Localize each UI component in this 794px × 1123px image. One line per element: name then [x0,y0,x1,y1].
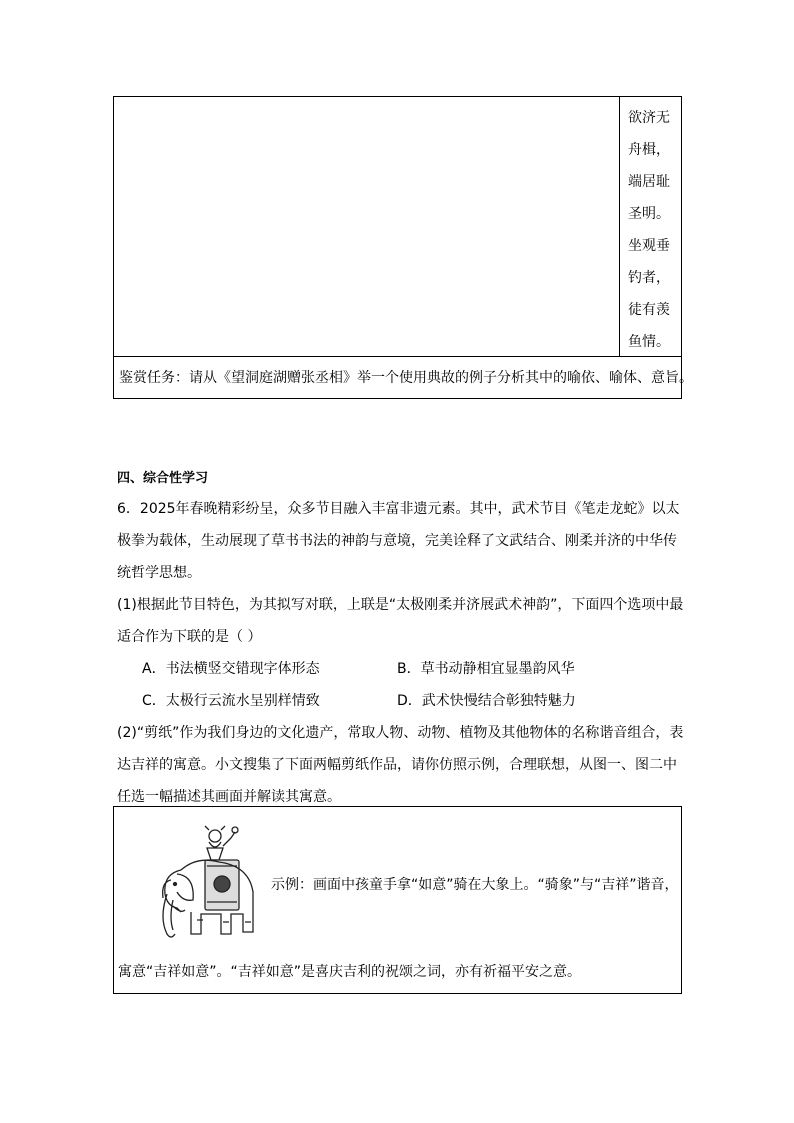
question-line: (1)根据此节目特色，为其拟写对联，上联是“太极刚柔并济展武术神韵”，下面四个选项中最 [117,597,684,613]
question-line: 6．2025年春晚精彩纷呈，众多节目融入丰富非遗元素。其中，武术节目《笔走龙蛇》以太 [117,501,680,517]
poem-line: 舟楫， [628,142,670,158]
question-line: (2)“剪纸”作为我们身边的文化遗产，常取人物、动物、植物及其他物体的名称谐音组合，表 [117,725,684,741]
appreciation-task: 鉴赏任务：请从《望洞庭湖赠张丞相》举一个使用典故的例子分析其中的喻依、喻体、意旨。 [119,370,693,386]
poem-line: 坐观垂 [628,238,670,254]
option-d: D．武术快慢结合彰独特魅力 [397,693,576,709]
question-line: 达吉祥的寓意。小文搜集了下面两幅剪纸作品，请你仿照示例，合理联想，从图一、图二中 [117,757,677,773]
poem-line: 鱼情。 [628,334,670,350]
poem-line: 欲济无 [628,110,670,126]
example-text-line1: 示例：画面中孩童手拿“如意”骑在大象上。“骑象”与“吉祥”谐音， [271,877,679,893]
elephant-papercut-image [157,822,267,952]
example-text-line2: 寓意“吉祥如意”。“吉祥如意”是喜庆吉利的祝颂之词，亦有祈福平安之意。 [118,964,582,980]
question-line: 任选一幅描述其画面并解读其寓意。 [117,789,341,805]
question-line: 极拳为载体，生动展现了草书书法的神韵与意境，完美诠释了文武结合、刚柔并济的中华传 [117,533,677,549]
table-divider-vertical [619,96,620,357]
poem-line: 钓者， [628,270,670,286]
poem-line: 徒有羡 [628,302,670,318]
option-b: B．草书动静相宜显墨韵风华 [397,661,575,677]
option-a: A．书法横竖交错现字体形态 [142,661,320,677]
option-c: C．太极行云流水呈别样情致 [142,693,320,709]
question-line: 统哲学思想。 [117,565,201,581]
question-line: 适合作为下联的是（ ） [117,629,262,645]
poem-table [113,96,682,399]
poem-line: 端居耻 [628,174,670,190]
table-divider-horizontal [113,356,682,357]
poem-line: 圣明。 [628,206,670,222]
section-heading: 四、综合性学习 [117,471,209,486]
